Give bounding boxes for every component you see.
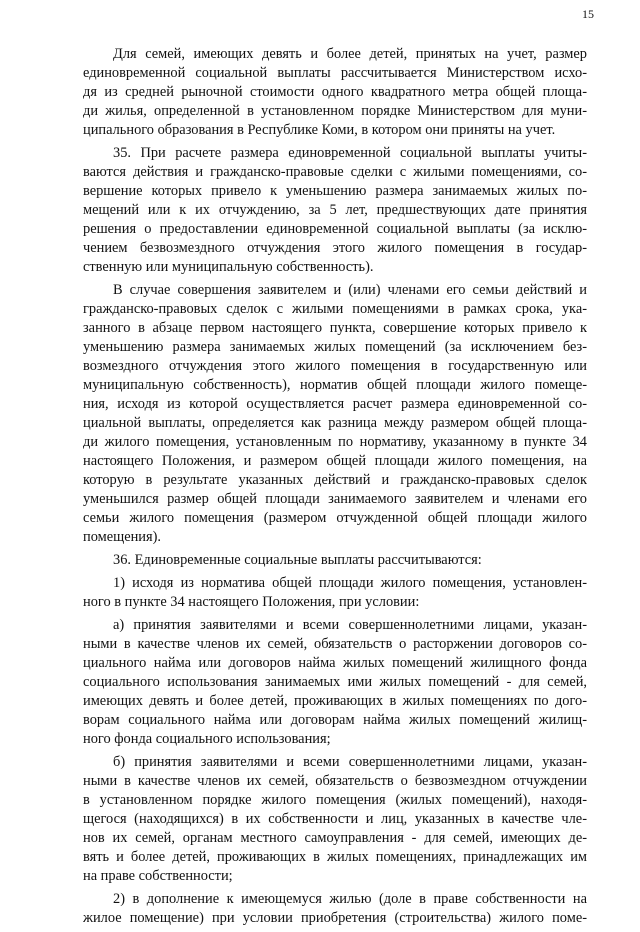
text-line: ди жилого помещения, установленным по нормативу, указанному в пункте 34 <box>83 434 587 450</box>
text-line: жилое помещение) при условии приобретения (строительства) жилого поме- <box>83 910 587 926</box>
paragraph-p6 <box>83 616 587 749</box>
text-line: ципального образования в Республике Коми, в котором они приняты на учет. <box>83 122 556 138</box>
paragraph-p2 <box>83 144 587 277</box>
text-line: единовременной социальной выплаты рассчитывается Министерством исхо- <box>83 65 587 81</box>
text-line: в установленном порядке жилого помещения (жилых помещений), находя- <box>83 792 587 808</box>
paragraph-p5 <box>83 574 587 612</box>
text-line: настоящего Положения, и размером общей площади жилого помещения, на <box>83 453 587 469</box>
text-line: которую в результате указанных действий и гражданско-правовых сделок <box>83 472 587 488</box>
text-line: ного в пункте 34 настоящего Положения, при условии: <box>83 594 420 610</box>
text-line: помещения). <box>83 529 161 545</box>
text-line: социального использования занимаемых ими жилых помещений - для семей, <box>83 674 587 690</box>
text-line: чением безвозмездного отчуждения этого жилого помещения в государ- <box>83 240 587 256</box>
text-line: ными в качестве членов их семей, обязательств о расторжении договоров со- <box>83 636 587 652</box>
text-line: мещений или к их отчуждению, за 5 лет, предшествующих дате принятия <box>83 202 587 218</box>
text-line: щегося (находящихся) в их собственности и лиц, указанных в качестве чле- <box>83 811 587 827</box>
paragraph-p8 <box>83 890 587 928</box>
text-line: муниципальную собственность), норматив общей площади жилого помеще- <box>83 377 587 393</box>
text-line: гражданско-правовых сделок с жилыми помещениями в рамках срока, ука- <box>83 301 587 317</box>
text-line: ди жилья, определенной в установленном порядке Министерством для муни- <box>83 103 587 119</box>
text-line: В случае совершения заявителем и (или) членами его семьи действий и <box>113 282 587 298</box>
text-line: циальной выплаты, определяется как разница между размером общей площа- <box>83 415 587 431</box>
paragraph-p1 <box>83 45 587 140</box>
text-line: на праве собственности; <box>83 868 233 884</box>
text-line: вершение которых привело к уменьшению размера занимаемых жилых по- <box>83 183 587 199</box>
text-line: 35. При расчете размера единовременной социальной выплаты учиты- <box>113 145 587 161</box>
text-line: уменьшению размера занимаемых жилых помещений (за исключением без- <box>83 339 587 355</box>
text-line: ственную или муниципальную собственность). <box>83 259 374 275</box>
text-line: ного фонда социального использования; <box>83 731 331 747</box>
text-line: семьи жилого помещения (размером отчужденной общей площади жилого <box>83 510 587 526</box>
text-line: 2) в дополнение к имеющемуся жилью (доле в праве собственности на <box>113 891 587 907</box>
text-line: б) принятия заявителями и всеми совершеннолетними лицами, указан- <box>113 754 587 770</box>
paragraph-p3 <box>83 281 587 547</box>
text-line: ворам социального найма или договорам найма жилых помещений жилищ- <box>83 712 587 728</box>
text-line: нов их семей, органам местного самоуправления - для семей, имеющих де- <box>83 830 587 846</box>
text-line: а) принятия заявителями и всеми совершеннолетними лицами, указан- <box>113 617 587 633</box>
paragraph-p4 <box>83 551 587 570</box>
text-line: 1) исходя из норматива общей площади жилого помещения, установлен- <box>113 575 587 591</box>
paragraph-p7 <box>83 753 587 886</box>
text-line: вять и более детей, проживающих в жилых помещениях, принадлежащих им <box>83 849 587 865</box>
page-number: 15 <box>582 7 594 21</box>
text-line: ваются действия и гражданско-правовые сделки с жилыми помещениями, со- <box>83 164 587 180</box>
text-line: ния, исходя из которой осуществляется расчет размера единовременной со- <box>83 396 587 412</box>
text-line: циального найма или договоров найма жилых помещений жилищного фонда <box>83 655 587 671</box>
text-line: Для семей, имеющих девять и более детей, принятых на учет, размер <box>113 46 587 62</box>
text-line: ными в качестве членов их семей, обязательств о безвозмездном отчуждении <box>83 773 587 789</box>
text-line: решения о предоставлении единовременной социальной выплаты (за исклю- <box>83 221 587 237</box>
text-line: 36. Единовременные социальные выплаты рассчитываются: <box>113 552 482 568</box>
document-body <box>83 45 587 932</box>
text-line: возмездного отчуждения этого жилого помещения в государственную или <box>83 358 587 374</box>
text-line: имеющих девять и более детей, проживающих в жилых помещениях по дого- <box>83 693 587 709</box>
text-line: дя из средней рыночной стоимости одного квадратного метра общей площа- <box>83 84 587 100</box>
text-line: уменьшился размер общей площади занимаемого заявителем и членами его <box>83 491 587 507</box>
text-line: занного в абзаце первом настоящего пункта, совершение которых привело к <box>83 320 587 336</box>
